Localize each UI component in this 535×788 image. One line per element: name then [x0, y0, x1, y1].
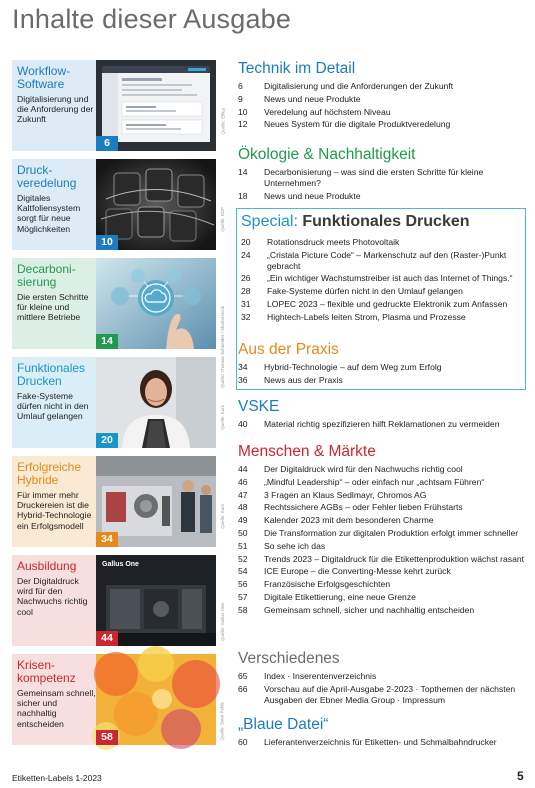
- image-credit: Quelle: Kurz: [220, 504, 225, 529]
- toc-text: Material richtig spezifizieren hilft Reklamationen zu vermeiden: [264, 419, 500, 429]
- teaser-text: [12, 555, 96, 646]
- teaser-subtitle: Digitales Kaltfoliensystem sorgt für neue Möglichkeiten: [17, 193, 81, 234]
- toc-text: News und neue Produkte: [264, 93, 361, 104]
- toc-page: 26: [241, 273, 251, 284]
- teaser-subtitle: Der Digitaldruck wird für den Nachwuchs richtig cool: [17, 576, 88, 617]
- teaser-subtitle: Gemeinsam schnell, sicher und nachhaltig entscheiden: [17, 688, 96, 729]
- toc-text: Der Digitaldruck wird für den Nachwuchs richtig cool: [264, 464, 463, 474]
- teaser-header: Ausbildung: [17, 559, 77, 573]
- toc-page: 24: [241, 249, 251, 260]
- toc-text: News aus der Praxis: [264, 374, 343, 385]
- section-technik: [238, 60, 528, 132]
- toc-page: 6: [238, 81, 243, 91]
- teaser-subtitle: Fake-Systeme dürfen nicht in den Umlauf gelangen: [17, 391, 89, 422]
- toc-page: 54: [238, 566, 248, 577]
- toc-text: ICE Europe – die Converting-Messe kehrt zurück: [264, 566, 451, 577]
- teaser-subtitle: Die ersten Schritte für kleine und mittlere Betriebe: [17, 292, 89, 323]
- toc-entry[interactable]: [238, 477, 528, 488]
- toc-entry[interactable]: [241, 273, 521, 284]
- toc-page: 9: [238, 93, 243, 104]
- teaser-card-funktionales-drucken[interactable]: [12, 357, 225, 448]
- toc-text: „Cristala Picture Code“ – Markenschutz auf den (Raster-)Punkt gebracht: [267, 249, 507, 271]
- toc-entry[interactable]: [238, 490, 528, 501]
- teaser-header: Druck- veredelung: [17, 163, 77, 190]
- teaser-card-ausbildung[interactable]: [12, 555, 225, 646]
- toc-text: So sehe ich das: [264, 540, 326, 551]
- toc-page: 48: [238, 502, 248, 513]
- image-credit: Quelle: Gallus One: [220, 603, 225, 642]
- toc-entry[interactable]: [238, 362, 528, 373]
- toc-page: 44: [238, 464, 248, 474]
- toc-page: 20: [241, 237, 251, 247]
- image-credit: Quelle: Kurz: [220, 405, 225, 430]
- toc-text: Veredelung auf höchstem Niveau: [264, 106, 391, 117]
- section-title: „Blaue Datei“: [238, 716, 329, 733]
- toc-entry[interactable]: [238, 419, 528, 430]
- toc-entry[interactable]: [238, 81, 528, 92]
- toc-page: 49: [238, 515, 248, 526]
- toc-text: „Ein wichtiger Wachstumstreiber ist auch das Internet of Things.“: [267, 273, 513, 284]
- teaser-page-number: 6: [96, 136, 118, 151]
- toc-page: 65: [238, 671, 248, 681]
- toc-text: LOPEC 2023 – flexible und gedruckte Elektronik zum Anfassen: [267, 298, 508, 309]
- toc-page: 34: [238, 362, 248, 372]
- toc-text: Gemeinsam schnell, sicher und nachhaltig entscheiden: [264, 604, 475, 615]
- footer-publication: Etiketten-Labels 1-2023: [12, 773, 102, 783]
- toc-text: Trends 2023 – Digitaldruck für die Etikettenproduktion wächst rasant: [264, 553, 525, 564]
- toc-page: 14: [238, 167, 248, 177]
- toc-entry[interactable]: [238, 554, 528, 565]
- section-title: Ökologie & Nachhaltigkeit: [238, 146, 416, 163]
- toc-text: Digitale Etikettierung, eine neue Grenze: [264, 591, 416, 602]
- teaser-text: [12, 258, 96, 349]
- toc-entry[interactable]: [238, 541, 528, 552]
- toc-entry[interactable]: [238, 684, 528, 706]
- teaser-page-number: 58: [96, 730, 118, 745]
- toc-entry[interactable]: [241, 312, 521, 323]
- toc-page: 51: [238, 540, 248, 551]
- teaser-text: [12, 60, 96, 151]
- teaser-page-number: 10: [96, 235, 118, 250]
- toc-entry[interactable]: [238, 375, 528, 386]
- section-title: Aus der Praxis: [238, 341, 339, 358]
- toc-text: Hybrid-Technologie – auf dem Weg zum Erfolg: [264, 362, 442, 372]
- section-praxis: [238, 341, 528, 388]
- special-topic: Funktionales Drucken: [302, 213, 470, 230]
- toc-text: Vorschau auf die April-Ausgabe 2-2023 · Topthemen der nächsten Ausgaben der Ebner Media Group · Impressum: [264, 683, 516, 705]
- image-credit: Quelle: KDP: [220, 207, 225, 232]
- teaser-text: [12, 357, 96, 448]
- page-title: Inhalte dieser Ausgabe: [12, 4, 292, 34]
- teaser-text: [12, 456, 96, 547]
- toc-text: Lieferantenverzeichnis für Etiketten- und Schmalbahndrucker: [264, 737, 497, 747]
- toc-page: 50: [238, 527, 248, 538]
- teaser-text: [12, 159, 96, 250]
- image-credit: Quelle: Thomas Schneider / Shutterstock: [220, 306, 225, 388]
- teaser-page-number: 14: [96, 334, 118, 349]
- section-title: Technik im Detail: [238, 60, 356, 77]
- toc-text: Die Transformation zur digitalen Produktion erfolgt immer schneller: [264, 527, 519, 538]
- toc-entry[interactable]: [238, 464, 528, 475]
- toc-text: Rechtssichere AGBs – oder Fehler lieben Frühstarts: [264, 502, 463, 513]
- toc-entry[interactable]: [241, 299, 521, 310]
- teaser-card-druckveredelung[interactable]: [12, 159, 225, 250]
- section-title: [241, 213, 521, 231]
- toc-entry[interactable]: [238, 528, 528, 539]
- toc-text: Digitalisierung und die Anforderungen der Zukunft: [264, 81, 454, 91]
- toc-text: Index · Inserentenverzeichnis: [264, 671, 377, 681]
- teaser-header: Workflow- Software: [17, 64, 71, 91]
- toc-text: News und neue Produkte: [264, 190, 361, 201]
- toc-page: 12: [238, 119, 248, 130]
- toc-page: 56: [238, 579, 248, 590]
- section-title: VSKE: [238, 398, 280, 415]
- teaser-subtitle: Für immer mehr Druckereien ist die Hybrid-Technologie ein Erfolgsmodell: [17, 490, 92, 531]
- section-title: Verschiedenes: [238, 650, 340, 667]
- toc-entry[interactable]: [238, 671, 528, 682]
- toc-text: Decarbonisierung – was sind die ersten Schritte für kleine Unternehmen?: [264, 167, 484, 188]
- section-blaue-datei: [238, 716, 528, 750]
- teaser-header: Decarboni- sierung: [17, 262, 76, 289]
- toc-entry[interactable]: [238, 502, 528, 513]
- teaser-header: Funktionales Drucken: [17, 361, 86, 388]
- toc-page: 40: [238, 419, 248, 429]
- toc-text: Kalender 2023 mit dem besonderen Charme: [264, 515, 434, 526]
- toc-page: 36: [238, 374, 248, 385]
- toc-entry[interactable]: [238, 566, 528, 577]
- toc-entry[interactable]: [238, 515, 528, 526]
- toc-entry[interactable]: [238, 579, 528, 590]
- toc-page: 31: [241, 298, 251, 309]
- toc-entry[interactable]: [238, 605, 528, 616]
- toc-page: 28: [241, 286, 251, 297]
- teaser-page-number: 20: [96, 433, 118, 448]
- footer-page-number: 5: [517, 769, 524, 783]
- toc-page: 18: [238, 190, 248, 201]
- section-vske: [238, 398, 528, 432]
- teaser-page-number: 44: [96, 631, 118, 646]
- toc-entry[interactable]: [238, 119, 528, 130]
- toc-text: Französische Erfolgsgeschichten: [264, 579, 391, 590]
- toc-page: 52: [238, 553, 248, 564]
- teaser-text: [12, 654, 96, 745]
- image-credit: Quelle: Sven Pehle: [220, 702, 225, 741]
- teaser-page-number: 34: [96, 532, 118, 547]
- toc-text: „Mindful Leadership“ – oder einfach nur „achtsam Führen“: [264, 476, 485, 487]
- special-label: Special:: [241, 213, 298, 230]
- teaser-card-krisenkompetenz[interactable]: [12, 654, 225, 745]
- toc-text: Fake-Systeme dürfen nicht in den Umlauf gelangen: [267, 286, 463, 297]
- toc-entry[interactable]: [238, 737, 528, 748]
- section-verschiedenes: [238, 650, 528, 707]
- toc-page: 66: [238, 683, 248, 694]
- toc-text: Hightech-Labels leiten Strom, Plasma und Prozesse: [267, 311, 466, 322]
- image-credit: Quelle: Efficy: [220, 108, 225, 135]
- toc-page: 32: [241, 311, 251, 322]
- gallus-logo-text: Gallus One: [102, 561, 139, 568]
- teaser-card-hybride[interactable]: [12, 456, 225, 547]
- section-title: Menschen & Märkte: [238, 443, 376, 460]
- teaser-subtitle: Digitalisierung und die Anforderung der Zukunft: [17, 94, 94, 125]
- toc-page: 58: [238, 604, 248, 615]
- toc-page: 46: [238, 476, 248, 487]
- toc-text: Rotationsdruck meets Photovoltaik: [267, 237, 400, 247]
- toc-page: 60: [238, 737, 248, 747]
- toc-page: 57: [238, 591, 248, 602]
- teaser-card-workflow[interactable]: [12, 60, 225, 151]
- toc-entry[interactable]: [238, 167, 528, 189]
- teaser-header: Erfolgreiche Hybride: [17, 460, 82, 487]
- toc-entry[interactable]: [238, 592, 528, 603]
- teaser-header: Krisen- kompetenz: [17, 658, 76, 685]
- section-oekologie: [238, 146, 528, 203]
- toc-text: 3 Fragen an Klaus Sedlmayr, Chromos AG: [264, 489, 427, 500]
- toc-page: 47: [238, 489, 248, 500]
- toc-entry[interactable]: [238, 107, 528, 118]
- toc-entry[interactable]: [238, 94, 528, 105]
- section-menschen: [238, 443, 528, 618]
- toc-text: Neues System für die digitale Produktveredelung: [264, 119, 451, 130]
- toc-entry[interactable]: [241, 237, 521, 248]
- toc-entry[interactable]: [238, 191, 528, 202]
- toc-page: 10: [238, 106, 248, 117]
- toc-entry[interactable]: [241, 250, 521, 272]
- toc-entry[interactable]: [241, 286, 521, 297]
